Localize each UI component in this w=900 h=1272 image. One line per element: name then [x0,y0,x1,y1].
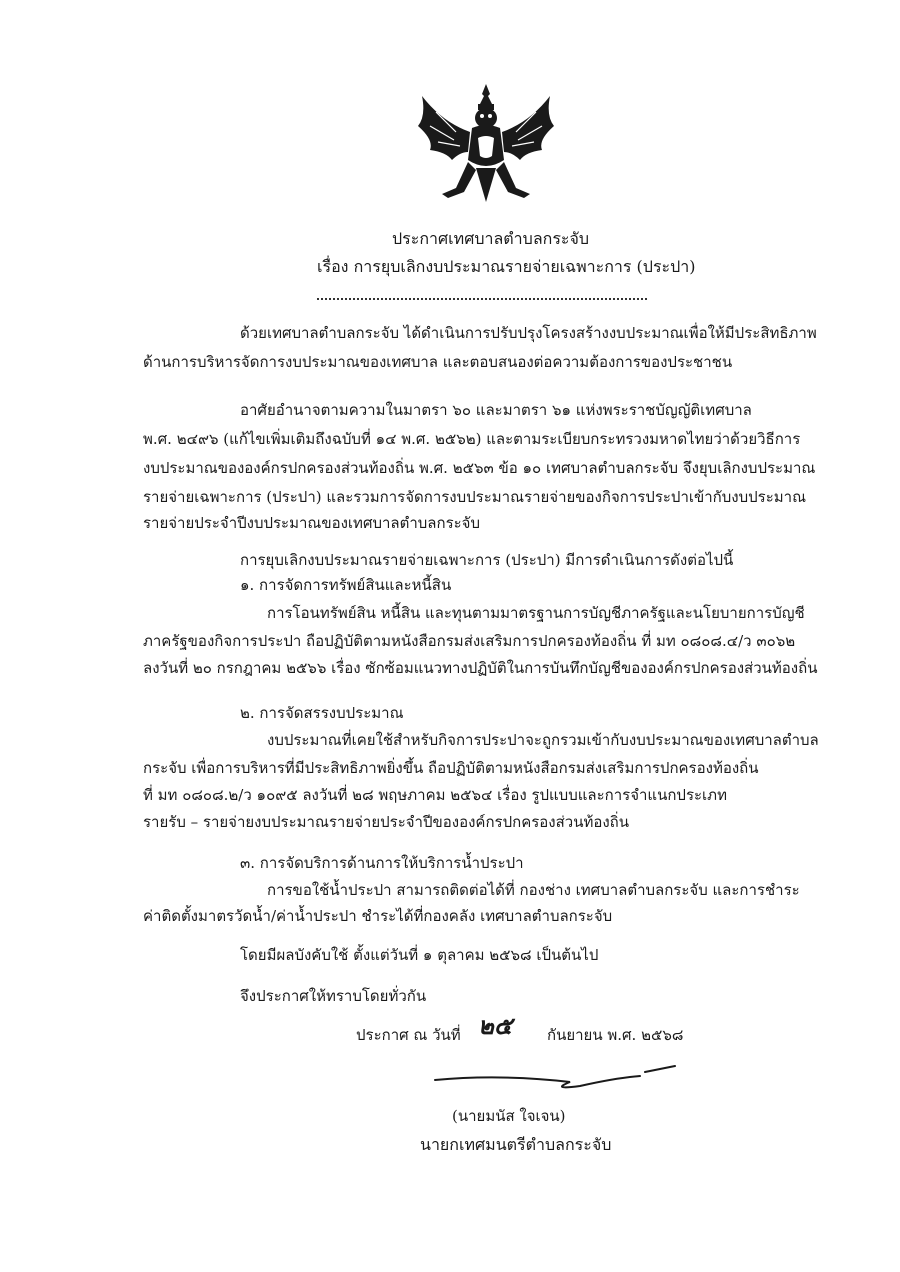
item-heading: ๒. การจัดสรรงบประมาณ [240,704,404,722]
paragraph-line: พ.ศ. ๒๔๙๖ (แก้ไขเพิ่มเติมถึงฉบับที่ ๑๔ พ.ศ. ๒๕๖๒) และตามระเบียบกระทรวงมหาดไทยว่าด้วยวิธีการ [143,430,801,448]
page-title: ประกาศเทศบาลตำบลกระจับ [392,229,590,248]
paragraph-line: ด้านการบริหารจัดการงบประมาณของเทศบาล และตอบสนองต่อความต้องการของประชาชน [143,353,733,371]
signatory-position: นายกเทศมนตรีตำบลกระจับ [420,1135,612,1154]
dateline-prefix: ประกาศ ณ วันที่ [356,1026,461,1044]
item-line: การโอนทรัพย์สิน หนี้สิน และทุนตามมาตรฐานการบัญชีภาครัฐและนโยบายการบัญชี [267,604,805,622]
item-heading: ๑. การจัดการทรัพย์สินและหนี้สิน [240,576,452,594]
handwritten-day: ๒๕ [478,1011,512,1040]
item-line: การขอใช้น้ำประปา สามารถติดต่อได้ที่ กองช่าง เทศบาลตำบลกระจับ และการชำระ [267,881,800,899]
paragraph-line: รายจ่ายประจำปีงบประมาณของเทศบาลตำบลกระจับ [143,514,480,532]
item-line: ลงวันที่ ๒๐ กรกฎาคม ๒๕๖๖ เรื่อง ซักซ้อมแนวทางปฏิบัติในการบันทึกบัญชีขององค์กรปกครองส่วนท้องถิ่น [143,659,818,677]
item-line: กระจับ เพื่อการบริหารที่มีประสิทธิภาพยิ่งขึ้น ถือปฏิบัติตามหนังสือกรมส่งเสริมการปกครองท้องถิ่น [143,759,759,777]
paragraph-line: ด้วยเทศบาลตำบลกระจับ ได้ดำเนินการปรับปรุงโครงสร้างงบประมาณเพื่อให้มีประสิทธิภาพ [240,324,817,342]
paragraph-line: รายจ่ายเฉพาะการ (ประปา) และรวมการจัดการงบประมาณรายจ่ายของกิจการประปาเข้ากับงบประมาณ [143,488,806,506]
effective-date-line: โดยมีผลบังคับใช้ ตั้งแต่วันที่ ๑ ตุลาคม ๒๕๖๘ เป็นต้นไป [240,946,599,964]
dateline-suffix: กันยายน พ.ศ. ๒๕๖๘ [547,1026,684,1044]
item-line: ภาครัฐของกิจการประปา ถือปฏิบัติตามหนังสือกรมส่งเสริมการปกครองท้องถิ่น ที่ มท ๐๘๐๘.๔/ว ๓๐๖๒ [143,632,796,650]
item-heading: ๓. การจัดบริการด้านการให้บริการน้ำประปา [240,854,524,872]
signature-scrawl [430,1060,680,1100]
subject-line: เรื่อง การยุบเลิกงบประมาณรายจ่ายเฉพาะการ (ประปา) [317,257,696,276]
signatory-name: (นายมนัส ใจเจน) [452,1107,566,1125]
dotted-divider [317,298,647,300]
item-line: รายรับ – รายจ่ายงบประมาณรายจ่ายประจำปีขององค์กรปกครองส่วนท้องถิ่น [143,813,630,831]
garuda-emblem-icon [412,82,560,204]
item-line: งบประมาณที่เคยใช้สำหรับกิจการประปาจะถูกรวมเข้ากับงบประมาณของเทศบาลตำบล [267,731,819,749]
item-line: ค่าติดตั้งมาตรวัดน้ำ/ค่าน้ำประปา ชำระได้ที่กองคลัง เทศบาลตำบลกระจับ [143,907,613,925]
closing-line: จึงประกาศให้ทราบโดยทั่วกัน [240,987,427,1005]
intro-line: การยุบเลิกงบประมาณรายจ่ายเฉพาะการ (ประปา) มีการดำเนินการดังต่อไปนี้ [240,551,734,569]
item-line: ที่ มท ๐๘๐๘.๒/ว ๑๐๙๕ ลงวันที่ ๒๘ พฤษภาคม ๒๕๖๔ เรื่อง รูปแบบและการจำแนกประเภท [143,786,727,804]
paragraph-line: งบประมาณขององค์กรปกครองส่วนท้องถิ่น พ.ศ. ๒๕๖๓ ข้อ ๑๐ เทศบาลตำบลกระจับ จึงยุบเลิกงบประมาณ [143,459,816,477]
paragraph-line: อาศัยอำนาจตามความในมาตรา ๖๐ และมาตรา ๖๑ แห่งพระราชบัญญัติเทศบาล [240,401,752,419]
